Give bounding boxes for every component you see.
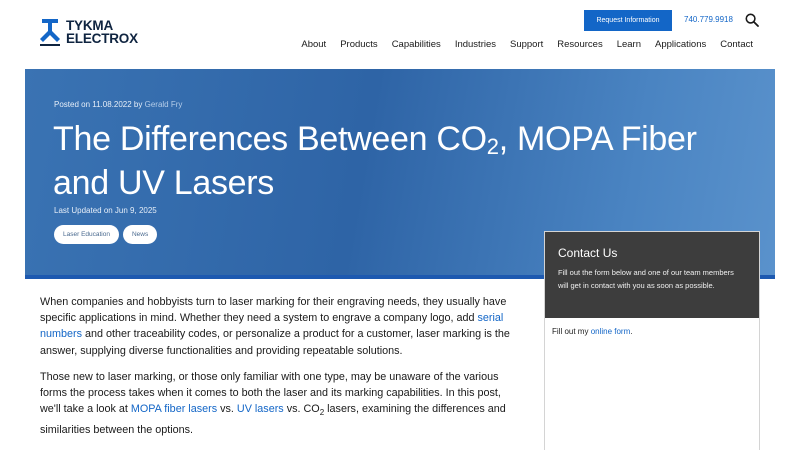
nav-item-resources[interactable]: Resources [557,39,603,50]
article-paragraph-2 [40,369,524,438]
contact-card-title: Contact Us [558,246,618,260]
last-updated: Last Updated on Jun 9, 2025 [54,206,157,215]
nav-item-capabilities[interactable]: Capabilities [391,39,441,50]
p2-vs-1: vs. [220,403,234,416]
p1-text-a: When companies and hobbyists turn to laser marking for their engraving needs, they usually have specific applications in mind. Whether they need a system to engrave a company logo, add [40,296,507,325]
brand-logo[interactable] [40,16,148,48]
title-part-1: The Differences Between CO [53,120,487,158]
nav-item-products[interactable]: Products [340,39,378,50]
article-body [40,294,524,448]
article-paragraph-1 [40,294,524,359]
contact-body-prefix: Fill out my [552,327,589,336]
serial-numbers-link[interactable]: serial numbers [40,312,504,341]
logo-mark-icon [40,17,62,47]
nav-item-support[interactable]: Support [510,39,544,50]
post-meta [54,100,182,109]
brand-line-1: TYKMA [66,18,113,33]
posted-date: Posted on 11.08.2022 by [54,100,143,109]
nav-item-about[interactable]: About [301,39,327,50]
mopa-fiber-lasers-link[interactable]: MOPA fiber lasers [130,403,218,416]
contact-card-text: Fill out the form below and one of our team members will get in contact with you as soon as possible. [558,268,734,290]
nav-item-applications[interactable]: Applications [655,39,707,50]
p2-subscript: 2 [319,408,325,418]
title-part-2: , MOPA Fiber and UV Lasers [53,120,697,202]
contact-card-header [545,232,759,318]
p2-vs-2: vs. CO [286,403,320,416]
contact-body-suffix: . [630,327,633,336]
nav-item-industries[interactable]: Industries [454,39,496,50]
request-information-button[interactable]: Request Information [584,10,672,31]
title-subscript: 2 [486,134,499,159]
p1-text-b: and other traceability codes, or personalize a product for a customer, laser marking is the answer, supplying diverse functionalities and providing repeatable solutions. [40,328,510,357]
brand-line-2: ELECTROX [66,31,138,46]
search-icon[interactable] [745,13,759,27]
p2-text-b: lasers, examining the differences and similarities between the options. [40,403,506,436]
tag-laser-education[interactable]: Laser Education [54,225,119,244]
online-form-link[interactable]: online form [590,327,631,336]
nav-item-learn[interactable]: Learn [616,39,642,50]
nav-item-contact[interactable]: Contact [720,39,753,50]
tag-news[interactable]: News [123,225,157,244]
main-navigation [301,39,753,50]
contact-card [544,231,760,450]
author-link[interactable]: Gerald Fry [144,100,183,109]
uv-lasers-link[interactable]: UV lasers [236,403,284,416]
phone-link[interactable]: 740.779.9918 [684,15,733,24]
tag-list [54,225,157,244]
contact-card-body [545,318,759,345]
p2-text-a: Those new to laser marking, or those only familiar with one type, may be unaware of the various forms the process takes when it comes to both the laser and its marking capabilities. In this post, we'll take a look at [40,370,501,416]
page-title [53,121,753,201]
